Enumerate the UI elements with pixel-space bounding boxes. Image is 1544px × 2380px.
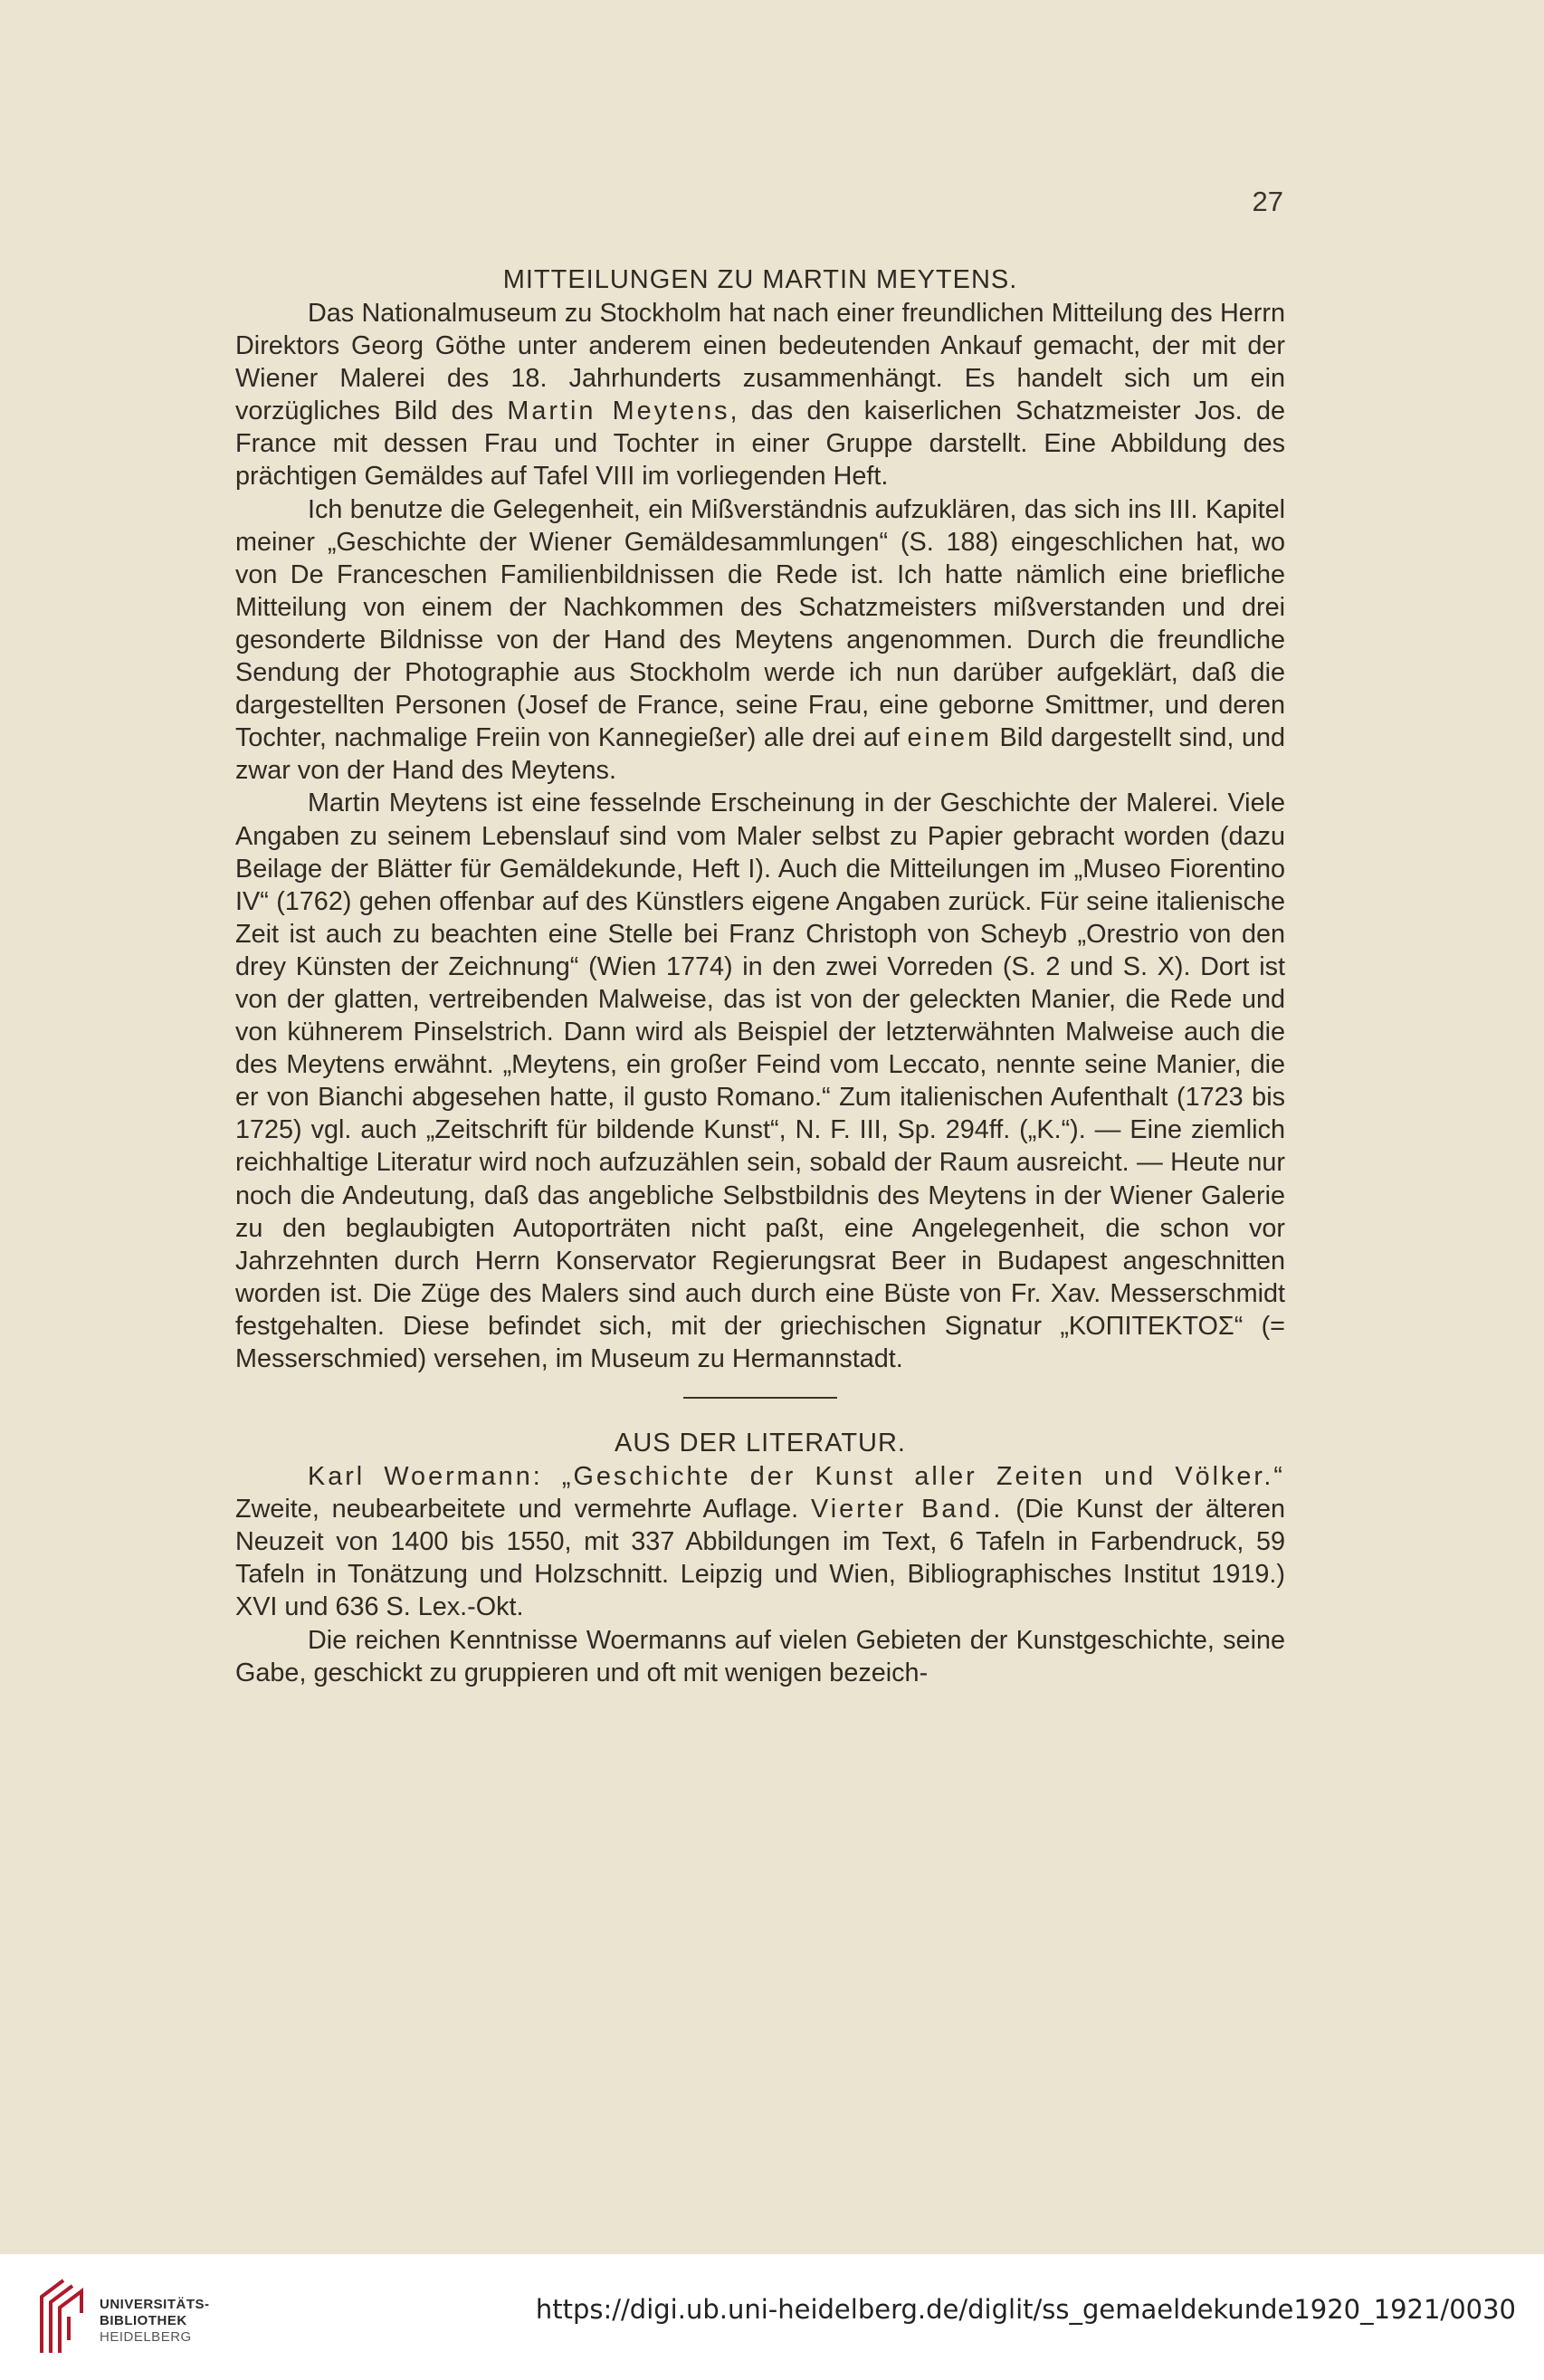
page-number: 27: [1252, 186, 1283, 217]
footer-bar: [0, 2254, 1544, 2380]
article-title-meytens: MITTEILUNGEN ZU MARTIN MEYTENS.: [502, 265, 1018, 294]
paragraph: Das Nationalmuseum zu Stockholm hat nach einer freundlichen Mitteilung des Herrn Direktors Georg Göthe unter anderem einen bedeutenden Ankauf gemacht, der mit der Wiener Malerei des 18. Jahrhunderts zusammenhängt. Es handelt sich um ein vorzügliches Bild des Martin Meytens, das den kaiserlichen Schatzmeister Jos. de France mit dessen Frau und Tochter in einer Gruppe darstellt. Eine Abbildung des prächtigen Gemäldes auf Tafel VIII im vorliegenden Heft.: [235, 299, 1285, 492]
section-divider: [683, 1397, 837, 1399]
paragraph: Ich benutze die Gelegenheit, ein Mißverständnis aufzuklären, das sich ins III. Kapitel meiner „Geschichte der Wiener Gemäldesammlungen“ (S. 188) eingeschlichen hat, wo von De Franceschen Familienbildnissen die Rede ist. Ich hatte nämlich eine briefliche Mitteilung von einem der Nachkommen des Schatzmeisters mißverstanden und drei gesonderte Bildnisse von der Hand des Meytens angenommen. Durch die freundliche Sendung der Photographie aus Stockholm werde ich nun darüber aufgeklärt, daß die dargestellten Personen (Josef de France, seine Frau, eine geborne Smittmer, und deren Tochter, nachmalige Freiin von Kannegießer) alle drei auf einem Bild dargestellt sind, und zwar von der Hand des Meytens.: [235, 494, 1286, 786]
article-title-literatur: AUS DER LITERATUR.: [614, 1429, 906, 1458]
paragraph: Karl Woermann: „Geschichte der Kunst aller Zeiten und Völker.“ Zweite, neubearbeitete und vermehrte Auflage. Vierter Band. (Die Kunst der älteren Neuzeit von 1400 bis 1550, mit 337 Abbildungen im Text, 6 Tafeln in Farbendruck, 59 Tafeln in Tonätzung und Holzschnitt. Leipzig und Wien, Bibliographisches Institut 1919.) XVI und 636 S. Lex.-Okt.: [235, 1462, 1285, 1622]
paragraph: Die reichen Kenntnisse Woermanns auf vielen Gebieten der Kunstgeschichte, seine Gabe, geschickt zu gruppieren und oft mit wenigen bezeich-: [235, 1625, 1285, 1687]
spaced-name: Martin Meytens: [507, 397, 730, 426]
page-content: [235, 263, 1285, 1689]
spaced-book-title: Karl Woermann: „Geschichte der Kunst aller Zeiten und Völker.“: [308, 1462, 1285, 1492]
library-logo[interactable]: [36, 2277, 226, 2358]
spaced-volume: Vierter Band.: [811, 1495, 1004, 1525]
library-logo-text: UNIVERSITÄTS- BIBLIOTHEK HEIDELBERG: [100, 2297, 210, 2345]
source-url[interactable]: https://digi.ub.uni-heidelberg.de/diglit/ss_gemaeldekunde1920_1921/0030: [535, 2294, 1516, 2325]
spaced-word: einem: [907, 723, 992, 753]
library-logo-icon: [36, 2277, 89, 2358]
paragraph: Martin Meytens ist eine fesselnde Erscheinung in der Geschichte der Malerei. Viele Angaben zu seinem Lebenslauf sind vom Maler selbst zu Papier gebracht worden (dazu Beilage der Blätter für Gemäldekunde, Heft I). Auch die Mitteilungen im „Museo Fiorentino IV“ (1762) gehen offenbar auf des Künstlers eigene Angaben zurück. Für seine italienische Zeit ist auch zu beachten eine Stelle bei Franz Christoph von Scheyb „Orestrio von den drey Künsten der Zeichnung“ (Wien 1774) in den zwei Vorreden (S. 2 und S. X). Dort ist von der glatten, vertreibenden Malweise, das ist von der geleckten Manier, die Rede und von kühnerem Pinselstrich. Dann wird als Beispiel der letzterwähnten Malweise auch die des Meytens erwähnt. „Meytens, ein großer Feind vom Leccato, nennte seine Manier, die er von Bianchi abgesehen hatte, il gusto Romano.“ Zum italienischen Aufenthalt (1723 bis 1725) vgl. auch „Zeitschrift für bildende Kunst“, N. F. III, Sp. 294ff. („K.“). — Eine ziemlich reichhaltige Literatur wird noch aufzuzählen sein, sobald der Raum ausreicht. — Heute nur noch die Andeutung, daß das angebliche Selbstbildnis des Meytens in der Wiener Galerie zu den beglaubigten Autoporträten nicht paßt, eine Angelegenheit, die schon vor Jahrzehnten durch Herrn Konservator Regierungsrat Beer in Budapest angeschnitten worden ist. Die Züge des Malers sind auch durch eine Büste von Fr. Xav. Messerschmidt festgehalten. Diese befindet sich, mit der griechischen Signatur „ΚΟΠΙΤΕΚΤΟΣ“ (= Messerschmied) versehen, im Museum zu Hermannstadt.: [235, 789, 1285, 1373]
